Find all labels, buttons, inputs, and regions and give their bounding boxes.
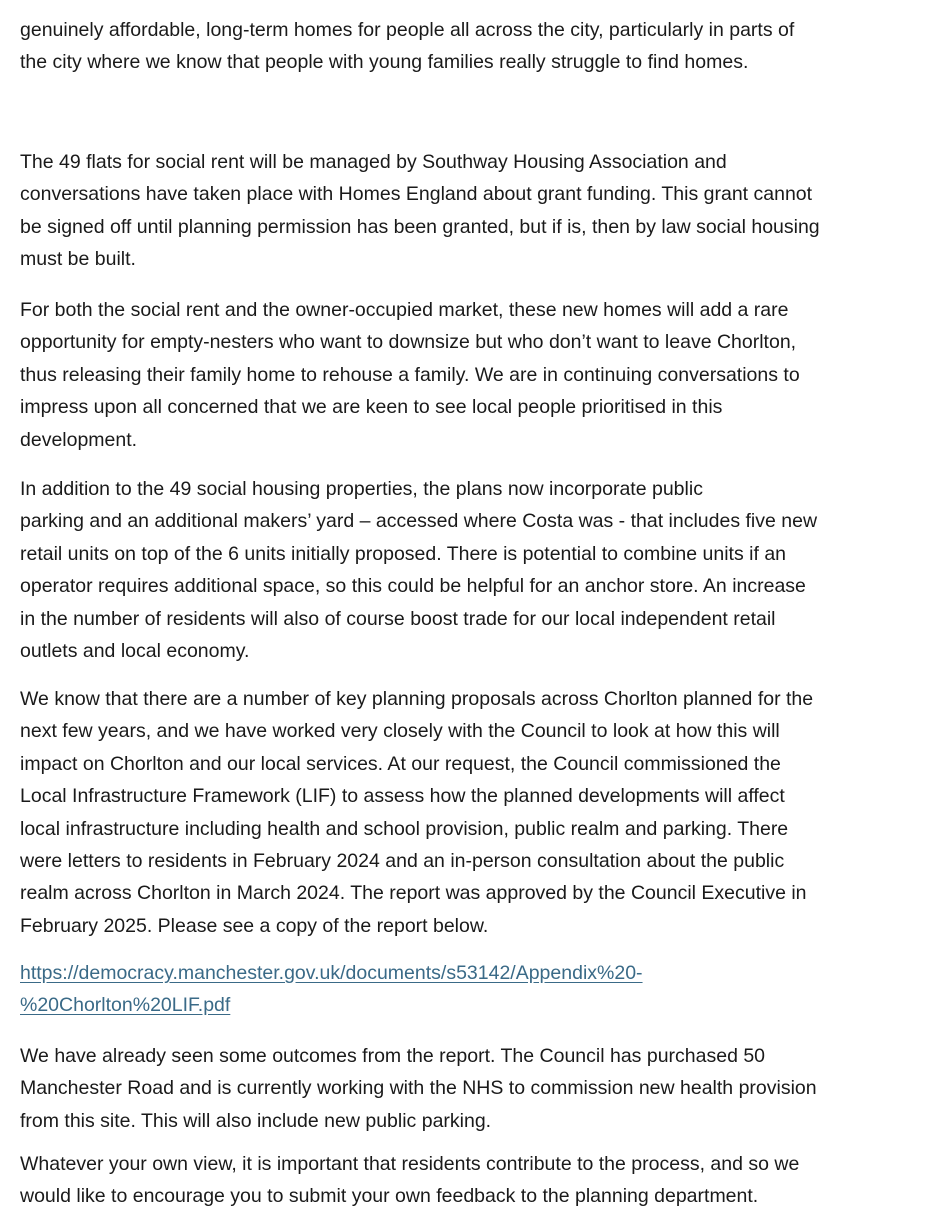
text-line: Local Infrastructure Framework (LIF) to assess how the planned developments will affect	[20, 785, 785, 808]
text-line: from this site. This will also include new public parking.	[20, 1109, 492, 1132]
text-line: local infrastructure including health and school provision, public realm and parking. There	[20, 817, 789, 840]
text-line: February 2025. Please see a copy of the report below.	[20, 914, 489, 937]
text-line: were letters to residents in February 2024 and an in-person consultation about the public	[20, 850, 785, 873]
text-line: retail units on top of the 6 units initially proposed. There is potential to combine units if an	[20, 542, 787, 565]
text-line: impact on Chorlton and our local services. At our request, the Council commissioned the	[20, 752, 781, 775]
text-line: Whatever your own view, it is important that residents contribute to the process, and so we	[20, 1153, 800, 1175]
text-line: next few years, and we have worked very closely with the Council to look at how this will	[20, 720, 780, 743]
text-line: For both the social rent and the owner-occupied market, these new homes will add a rare	[20, 299, 789, 321]
text-line: conversations have taken place with Homes England about grant funding. This grant cannot	[20, 183, 813, 206]
report-link-line[interactable]: https://democracy.manchester.gov.uk/documents/s53142/Appendix%20-	[20, 962, 643, 984]
text-line: opportunity for empty-nesters who want to downsize but who don’t want to leave Chorlton,	[20, 331, 797, 354]
paragraph-outcomes	[20, 1040, 817, 1137]
text-line: The 49 flats for social rent will be managed by Southway Housing Association and	[20, 151, 727, 173]
text-line: must be built.	[20, 248, 136, 271]
text-line: in the number of residents will also of course boost trade for our local independent retail	[20, 607, 776, 630]
paragraph-empty-nesters	[20, 294, 800, 456]
paragraph-feedback	[20, 1148, 799, 1213]
text-line: thus releasing their family home to rehouse a family. We are in continuing conversations to	[20, 363, 800, 386]
paragraph-social-rent	[20, 146, 820, 276]
text-line: the city where we know that people with young families really struggle to find homes.	[20, 51, 749, 74]
text-line: impress upon all concerned that we are keen to see local people prioritised in this	[20, 396, 723, 419]
paragraph-infrastructure-framework	[20, 683, 813, 942]
text-line: We have already seen some outcomes from the report. The Council has purchased 50	[20, 1045, 766, 1067]
text-line: development.	[20, 428, 138, 451]
paragraph-makers-yard	[20, 473, 817, 667]
report-link-line[interactable]: %20Chorlton%20LIF.pdf	[20, 994, 231, 1017]
paragraph-affordable-homes	[20, 14, 794, 79]
text-line: outlets and local economy.	[20, 640, 250, 663]
text-line: We know that there are a number of key planning proposals across Chorlton planned for the	[20, 688, 814, 710]
text-line: operator requires additional space, so this could be helpful for an anchor store. An increase	[20, 575, 806, 598]
text-line: would like to encourage you to submit your own feedback to the planning department.	[20, 1185, 759, 1208]
text-line: Manchester Road and is currently working with the NHS to commission new health provision	[20, 1077, 817, 1100]
text-line: be signed off until planning permission has been granted, but if is, then by law social housing	[20, 215, 820, 238]
report-link[interactable]	[20, 957, 643, 1022]
text-line: parking and an additional makers’ yard – accessed where Costa was - that includes five new	[20, 510, 818, 533]
text-line: In addition to the 49 social housing properties, the plans now incorporate public	[20, 478, 703, 500]
text-line: realm across Chorlton in March 2024. The report was approved by the Council Executive in	[20, 882, 807, 905]
text-line: genuinely affordable, long-term homes for people all across the city, particularly in parts of	[20, 19, 795, 41]
